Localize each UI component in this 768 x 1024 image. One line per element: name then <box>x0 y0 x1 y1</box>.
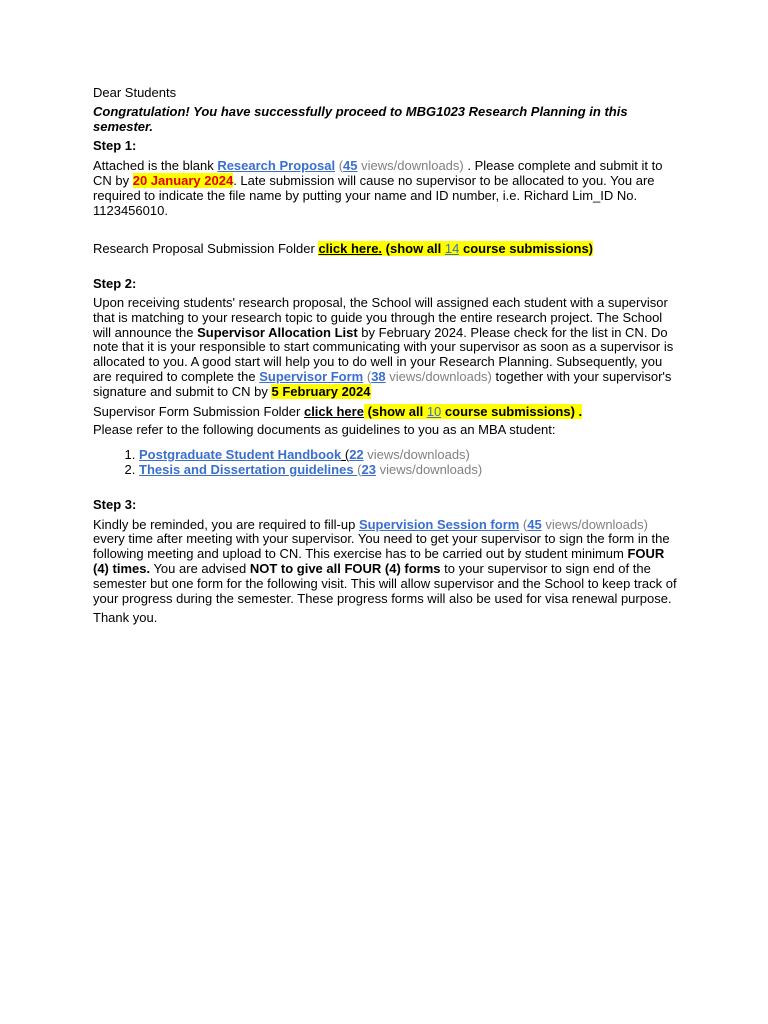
research-proposal-link[interactable]: Research Proposal <box>217 158 336 174</box>
text: together with your supervisor's signature and submit to CN by <box>93 368 672 399</box>
supervisor-form-folder-line <box>93 405 683 420</box>
text: to your supervisor to sign end of the semester but one form for the following visit. This will allow supervisor and the School to keep track of your progress during the semester. These progress forms will also be used for visa renewal purpose. <box>93 560 677 606</box>
postgraduate-handbook-link[interactable]: Postgraduate Student Handbook <box>139 447 342 463</box>
list-item <box>139 463 683 478</box>
show-all-text: (show all <box>363 403 427 419</box>
views-text: views/downloads) <box>363 447 470 463</box>
views-text: views/downloads) <box>541 516 648 532</box>
text: Upon receiving students' research proposal, the School will assigned each student with a supervisor that is matching to your research topic to guide you through the entire research project. The School will announce the <box>93 294 668 340</box>
research-proposal-views-count[interactable]: 45 <box>343 158 358 174</box>
supervisor-form-views-count[interactable]: 38 <box>371 368 386 384</box>
show-all-text: (show all <box>382 241 445 257</box>
text: Attached is the blank <box>93 158 218 174</box>
step2-heading: Step 2: <box>93 276 137 292</box>
step1-heading: Step 1: <box>93 138 137 154</box>
step2-paragraph <box>93 296 683 400</box>
paren: ( <box>519 516 528 532</box>
step3-heading: Step 3: <box>93 496 137 512</box>
document-body <box>93 86 683 626</box>
step1-deadline: 20 January 2024 <box>132 172 234 188</box>
show-all-submissions-count[interactable]: 14 <box>444 241 460 257</box>
views-text: views/downloads) <box>385 368 492 384</box>
bold-text: FOUR (4) times. <box>93 546 665 576</box>
guideline-documents-list <box>93 448 683 478</box>
show-all-text: course submissions) . <box>441 403 583 419</box>
text: Supervisor Form Submission Folder <box>93 403 304 419</box>
show-all-text: course submissions) <box>459 241 594 257</box>
text: Research Proposal Submission Folder <box>93 241 319 257</box>
text: Kindly be reminded, you are required to fill-up <box>93 516 359 532</box>
paren: ( <box>341 447 350 463</box>
step1-paragraph <box>93 159 683 218</box>
supervision-form-views-count[interactable]: 45 <box>527 516 542 532</box>
views-text: views/downloads) <box>357 158 464 174</box>
step3-paragraph <box>93 518 683 607</box>
show-all-submissions-count[interactable]: 10 <box>426 403 442 419</box>
guidelines-intro: Please refer to the following documents as guidelines to you as an MBA student: <box>93 422 556 438</box>
text: . Late submission will cause no supervisor to be allocated to you. You are required to indicate the file name by putting your name and ID number, i.e. Richard Lim_ID No. 1123456010. <box>93 172 655 218</box>
text: You are advised <box>150 560 250 576</box>
handbook-views-count[interactable]: 22 <box>349 447 364 463</box>
bold-text: NOT to give all FOUR (4) forms <box>249 560 441 576</box>
paren: ( <box>335 158 344 174</box>
thesis-guidelines-link[interactable]: Thesis and Dissertation guidelines <box>139 461 358 477</box>
supervisor-form-link[interactable]: Supervisor Form <box>259 368 364 384</box>
supervisor-form-folder-link[interactable]: click here <box>303 403 364 419</box>
research-proposal-folder-line <box>93 242 683 257</box>
paren: ( <box>363 368 372 384</box>
views-text: views/downloads) <box>375 461 483 477</box>
intro-text: Congratulation! You have successfully proceed to MBG1023 Research Planning in this semester. <box>93 103 628 134</box>
greeting: Dear Students <box>93 85 177 100</box>
bold-text: Supervisor Allocation List <box>197 324 358 340</box>
text: every time after meeting with your supervisor. You need to get your supervisor to sign the form in the following meeting and upload to CN. This exercise has to be carried out by student minimum <box>93 531 670 562</box>
list-item <box>139 448 683 463</box>
text: . Please complete and submit it to CN by <box>93 158 663 188</box>
supervision-session-form-link[interactable]: Supervision Session form <box>358 516 520 532</box>
paren: ( <box>357 461 362 477</box>
text: by February 2024. Please check for the list in CN. Do note that it is your responsible to start communicating with your supervisor as soon as a supervisor is allocated to you. A good start will help you to do well in your Research Planning. Subsequently, you are required to complete the <box>93 324 674 384</box>
closing: Thank you. <box>93 610 158 626</box>
thesis-views-count[interactable]: 23 <box>361 461 376 477</box>
step2-deadline: 5 February 2024 <box>271 383 371 399</box>
research-proposal-folder-link[interactable]: click here. <box>318 241 383 257</box>
